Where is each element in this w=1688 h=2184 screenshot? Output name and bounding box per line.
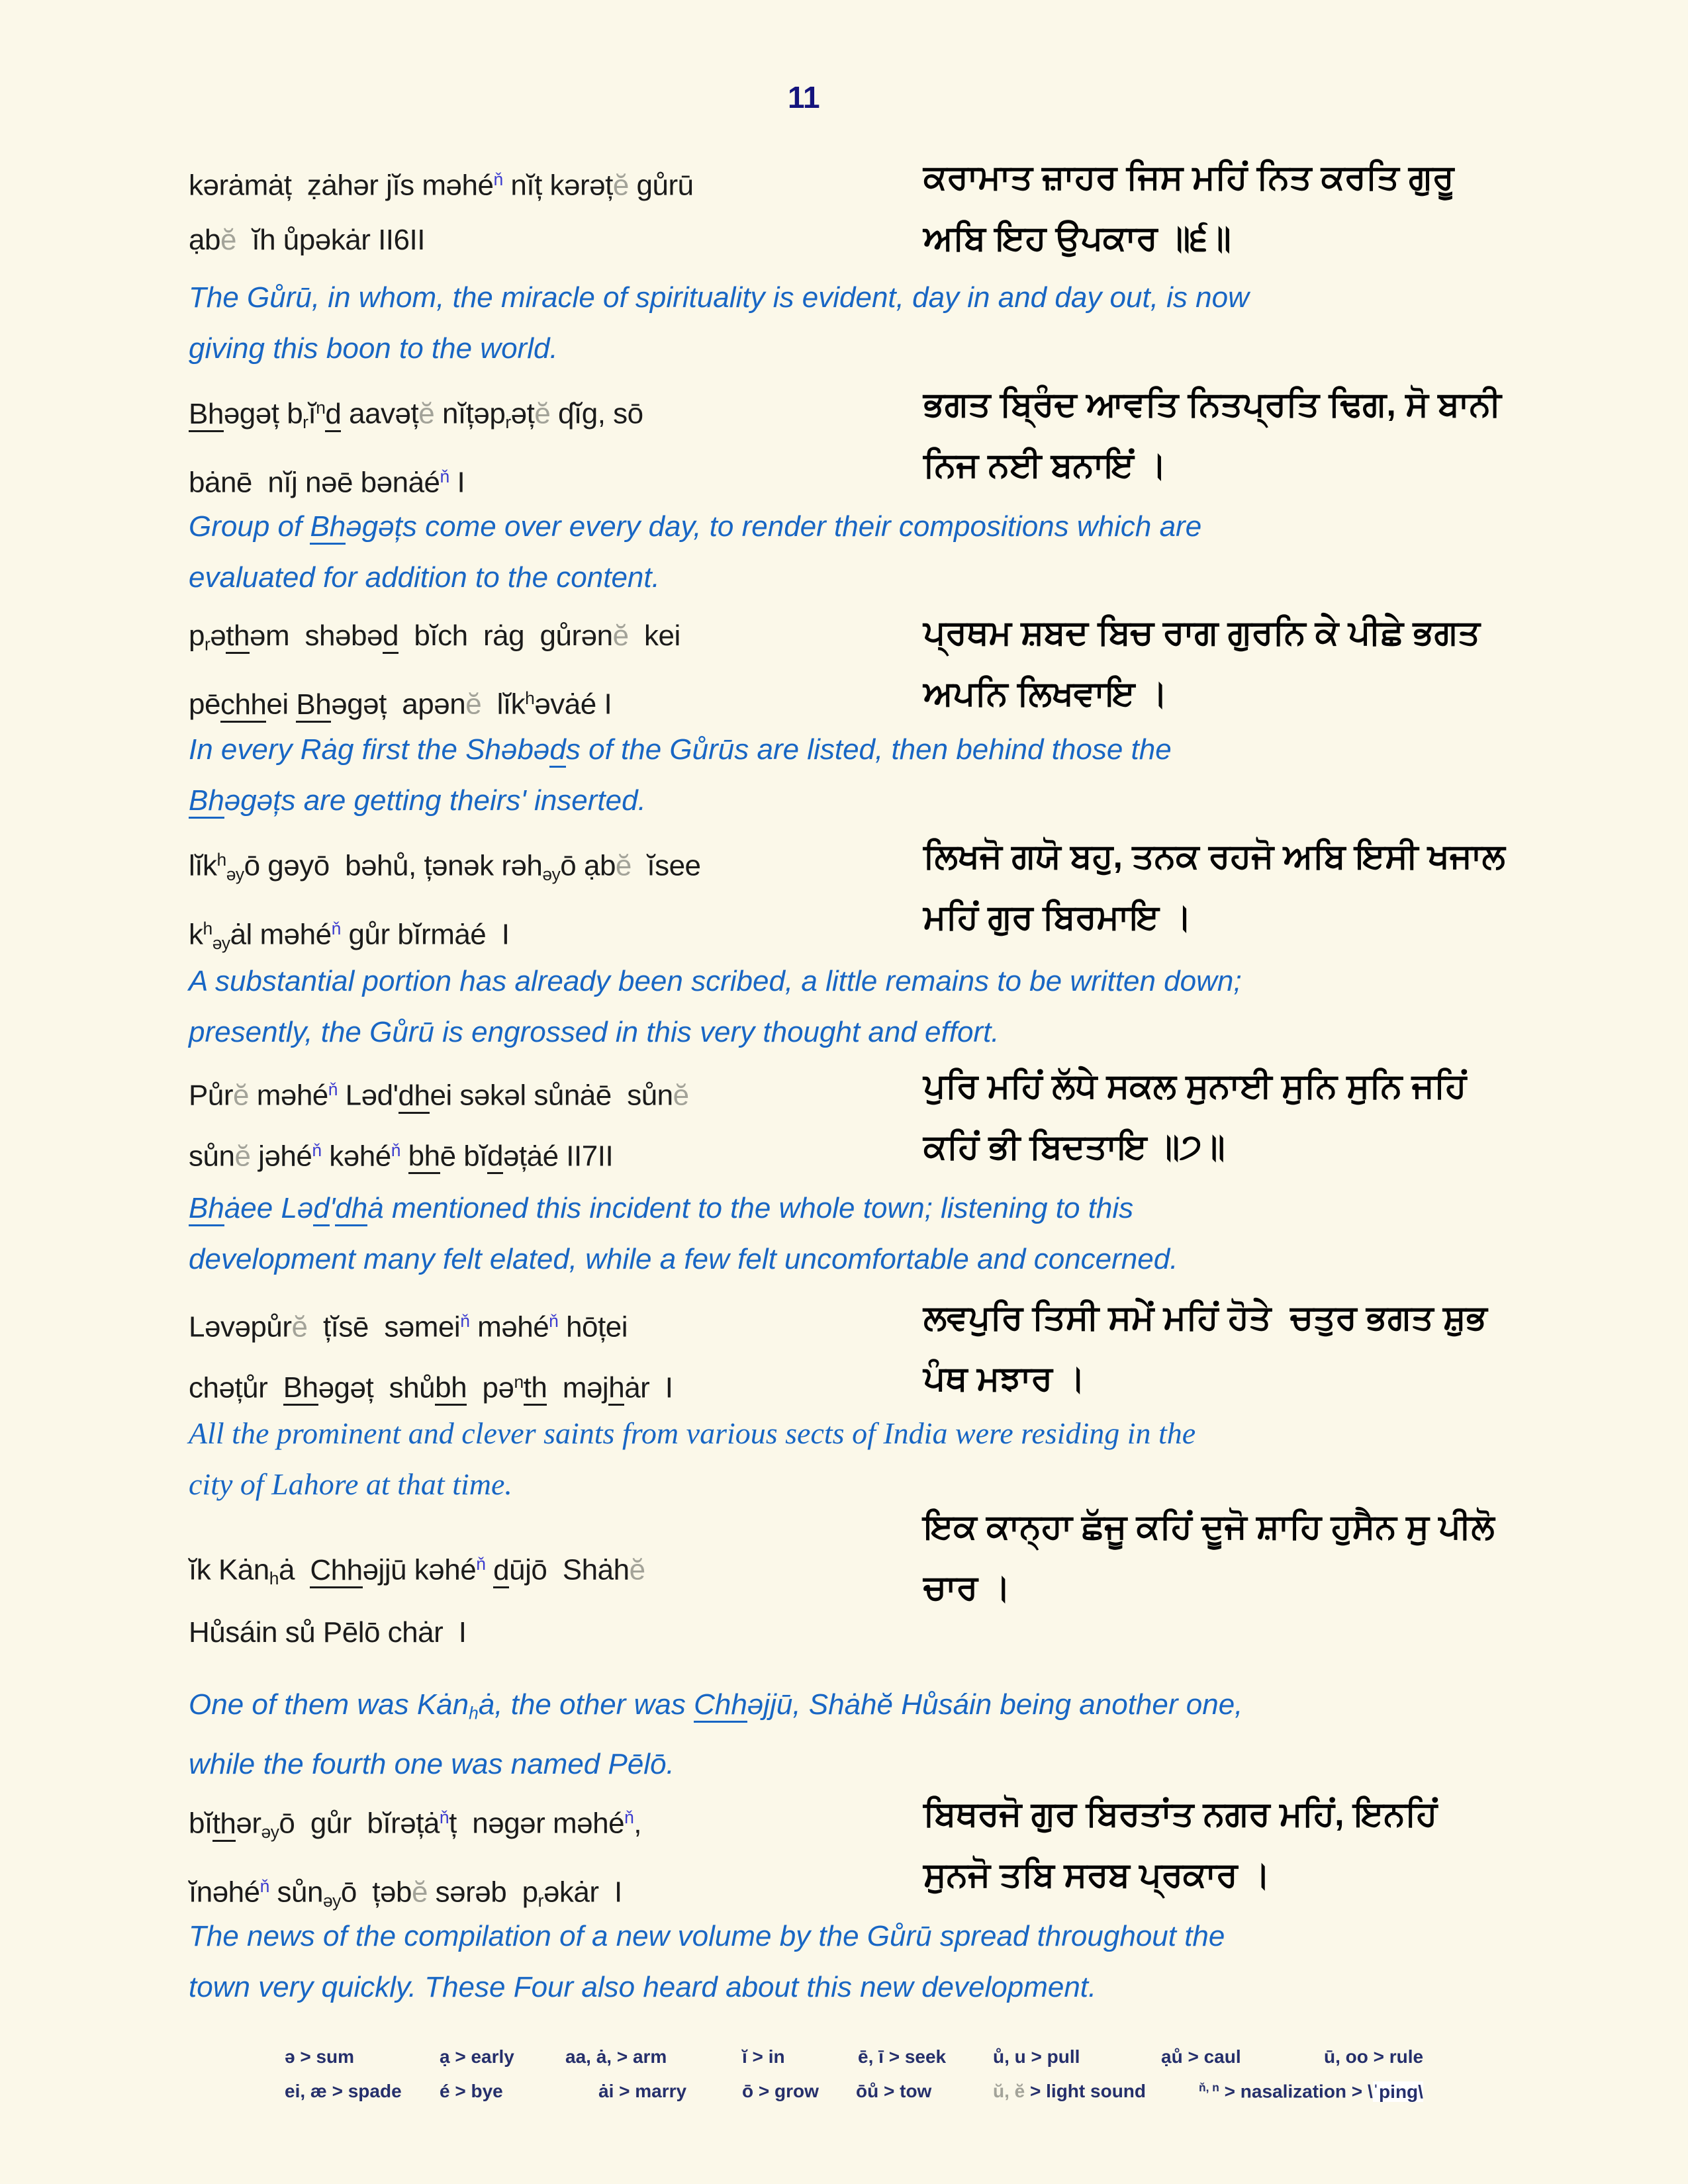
- text-segment: n: [316, 398, 326, 418]
- text-segment: ō gůr bĭrəțȧ: [279, 1807, 440, 1840]
- gurmukhi-line: ਲਵਪੁਰਿ ਤਿਸੀ ਸਮੇਂ ਮਹਿਂ ਹੋਤੇ ਚਤੁਰ ਭਗਤ ਸ਼ੁਭ: [923, 1298, 1487, 1337]
- text-segment: ō > grow: [742, 2081, 819, 2101]
- text-segment: h: [608, 1371, 624, 1406]
- transliteration-line: [189, 1355, 917, 1416]
- text-segment: əțȧé II7II: [502, 1140, 614, 1173]
- text-segment: nĭțəp: [434, 397, 506, 430]
- text-segment: ūjō Shȧh: [509, 1553, 630, 1586]
- key-item: [858, 2046, 946, 2068]
- text-segment: əjjū, Shȧhĕ Hůsáin being another one,: [747, 1688, 1243, 1721]
- text-segment: h: [216, 850, 226, 870]
- text-segment: > light sound: [1025, 2081, 1146, 2101]
- key-item: [1324, 2046, 1423, 2068]
- text-segment: əț: [510, 397, 535, 430]
- text-segment: Ləvəpůr: [189, 1310, 292, 1343]
- text-segment: ōů > tow: [856, 2081, 932, 2101]
- gurmukhi-line: ਕਰਾਮਾਤ ਜ਼ਾਹਰ ਜਿਸ ਮਹਿਂ ਨਿਤ ਕਰਤਿ ਗੁਰੂ: [923, 158, 1454, 197]
- verse-5-transliteration: [189, 1062, 917, 1183]
- text-segment: kəhé: [321, 1140, 391, 1173]
- text-segment: All the prominent and clever saints from various sects of India were residing in the: [189, 1416, 1196, 1450]
- text-segment: I: [449, 466, 465, 499]
- gurmukhi-line: ਨਿਜ ਨਈ ਬਨਾਇਂ ।: [923, 446, 1167, 484]
- text-segment: ț nəgər məhé: [449, 1807, 625, 1840]
- text-segment: sůn: [269, 1876, 323, 1909]
- text-segment: ĭnəhé: [189, 1876, 260, 1909]
- text-segment: ň: [391, 1140, 400, 1160]
- text-segment: əvȧé I: [534, 688, 612, 721]
- text-segment: dh: [335, 1192, 367, 1226]
- gurmukhi-line: ਮਹਿਂ ਗੁਰ ਬਿਰਮਾਇ ।: [923, 898, 1192, 936]
- text-segment: development many felt elated, while a few felt uncomfortable and concerned.: [189, 1243, 1178, 1275]
- transliteration-line: [189, 671, 917, 732]
- translation-line: [189, 1183, 1612, 1234]
- text-segment: giving this boon to the world.: [189, 332, 558, 365]
- text-segment: Hůsáin sů Pēlō chȧr I: [189, 1615, 467, 1649]
- transliteration-line: [189, 1790, 917, 1859]
- gurmukhi-line: ਕਹਿਂ ਭੀ ਬਿਦਤਾਇ ॥੭॥: [923, 1128, 1225, 1166]
- text-segment: n: [514, 1371, 524, 1392]
- text-segment: ĕ: [612, 619, 629, 652]
- text-segment: ē bĭ: [440, 1140, 487, 1173]
- text-segment: ň: [439, 1807, 449, 1827]
- text-segment: gůrū: [628, 169, 694, 202]
- text-segment: ȧi > marry: [598, 2081, 687, 2101]
- key-item: [742, 2081, 819, 2102]
- text-segment: p: [189, 619, 205, 652]
- text-segment: d: [325, 398, 341, 432]
- text-segment: nĭț kərəț: [502, 169, 613, 202]
- text-segment: r: [303, 412, 308, 432]
- text-segment: r: [538, 1890, 543, 1911]
- text-segment: ň: [440, 466, 449, 486]
- text-segment: evaluated for addition to the content.: [189, 561, 660, 594]
- transliteration-line: [189, 609, 917, 671]
- text-segment: bh: [435, 1371, 467, 1406]
- translation-line: [189, 1962, 1612, 2013]
- text-segment: əy: [322, 1890, 341, 1911]
- text-segment: The news of the compilation of a new volume by the Gůrū spread throughout the: [189, 1920, 1225, 1952]
- text-segment: city of Lahore at that time.: [189, 1467, 512, 1501]
- text-segment: əkȧr I: [543, 1876, 622, 1909]
- verse-7-transliteration: [189, 1537, 917, 1660]
- text-segment: pə: [467, 1371, 514, 1404]
- text-segment: Bh: [189, 784, 224, 819]
- gurmukhi-line: ਅਪਨਿ ਲਿਖਵਾਇ ।: [923, 674, 1168, 713]
- verse-2-transliteration: [189, 381, 917, 510]
- translation-line: [189, 724, 1612, 775]
- text-segment: Půr: [189, 1079, 233, 1112]
- text-segment: bĭ: [189, 1807, 212, 1840]
- text-segment: bȧnē nĭj nəē bənȧé: [189, 466, 440, 499]
- verse-1-gurmukhi: [923, 147, 1585, 269]
- verse-4-transliteration: [189, 833, 917, 970]
- verse-8-gurmukhi: [923, 1784, 1585, 1905]
- key-item: [1199, 2081, 1423, 2103]
- text-segment: é > bye: [440, 2081, 503, 2101]
- transliteration-line: [189, 1123, 917, 1184]
- text-segment: ĕ: [234, 1140, 251, 1173]
- verse-4-translation: [189, 956, 1612, 1058]
- text-segment: ĕ: [418, 397, 435, 430]
- text-segment: ˈping\: [1372, 2081, 1423, 2102]
- verse-8-translation: [189, 1911, 1612, 2013]
- text-segment: kərȧmȧț ẓȧhər jĭs məhé: [189, 169, 494, 202]
- text-segment: əjjū kəhé: [362, 1553, 477, 1586]
- gurmukhi-line: ਚਾਰ ।: [923, 1569, 1011, 1607]
- text-segment: Ləd': [337, 1079, 399, 1112]
- text-segment: ů, u > pull: [993, 2046, 1080, 2067]
- text-segment: Chh: [694, 1688, 747, 1723]
- text-segment: ạů > caul: [1161, 2046, 1241, 2067]
- translation-line: [189, 1679, 1612, 1739]
- text-segment: [485, 1554, 493, 1586]
- text-segment: ň: [460, 1311, 470, 1331]
- text-segment: In every Rȧg first the Shəbə: [189, 733, 550, 766]
- text-segment: ĕ: [629, 1553, 645, 1586]
- translation-line: [189, 1007, 1612, 1058]
- text-segment: ': [329, 1192, 336, 1224]
- text-segment: ū, oo > rule: [1324, 2046, 1424, 2067]
- text-segment: əy: [212, 933, 230, 953]
- gurmukhi-line: ਅਬਿ ਇਹ ਉਪਕਾਰ ॥੬॥: [923, 219, 1231, 257]
- text-segment: > nasalization > \: [1219, 2081, 1373, 2102]
- text-segment: ĭh ůpəkȧr II6II: [236, 223, 425, 256]
- gurmukhi-line: ਪ੍ਰਥਮ ਸ਼ਬਦ ਬਿਚ ਰਾਗ ਗੁਰਨਿ ਕੇ ਪੀਛੇ ਭਗਤ: [923, 614, 1480, 652]
- text-segment: əgəțs are getting theirs' inserted.: [224, 784, 646, 817]
- gurmukhi-line: ਪੰਥ ਮਝਾਰ ।: [923, 1359, 1086, 1398]
- transliteration-line: [189, 1062, 917, 1123]
- text-segment: d: [549, 733, 565, 768]
- transliteration-line: [189, 833, 917, 901]
- text-segment: ĕ: [232, 1079, 249, 1112]
- text-segment: dh: [399, 1079, 430, 1114]
- text-segment: ň: [476, 1554, 486, 1574]
- verse-7-gurmukhi: [923, 1496, 1585, 1618]
- text-segment: hōței: [558, 1310, 628, 1343]
- transliteration-line: [189, 1606, 917, 1660]
- verse-6-translation: [189, 1408, 1612, 1510]
- text-segment: chh: [220, 688, 266, 723]
- gurmukhi-line: ਇਕ ਕਾਨ੍ਹਾ ਛੱਜੂ ਕਹਿਂ ਦੂਜੋ ਸ਼ਾਹਿ ਹੁਸੈਨ ਸੁ ਪੀਲੋ: [923, 1508, 1495, 1546]
- text-segment: ạb: [189, 223, 220, 256]
- verse-6-gurmukhi: [923, 1287, 1585, 1409]
- text-segment: ȧr I: [624, 1371, 673, 1404]
- text-segment: k: [189, 918, 203, 951]
- text-segment: ər: [236, 1807, 261, 1840]
- text-segment: ȧ: [278, 1553, 310, 1586]
- key-item: [285, 2046, 354, 2068]
- translation-line: [189, 1739, 1612, 1790]
- text-segment: Bh: [283, 1371, 318, 1406]
- text-segment: sůn: [189, 1140, 235, 1173]
- text-segment: th: [524, 1371, 547, 1406]
- transliteration-line: [189, 381, 917, 449]
- text-segment: ə: [210, 619, 226, 652]
- text-segment: əgəț b: [223, 397, 303, 430]
- verse-3-translation: [189, 724, 1612, 826]
- key-item: [440, 2081, 503, 2102]
- text-segment: məj: [547, 1371, 609, 1404]
- text-segment: ĕ: [465, 688, 482, 721]
- translation-line: [189, 501, 1612, 552]
- text-segment: ň: [259, 1876, 269, 1896]
- text-segment: əy: [226, 864, 244, 884]
- text-segment: Group of: [189, 510, 310, 543]
- verse-3-transliteration: [189, 609, 917, 732]
- text-segment: Bh: [310, 510, 346, 545]
- text-segment: ĕ: [612, 169, 629, 202]
- text-segment: d: [313, 1192, 329, 1226]
- text-segment: ə > sum: [285, 2046, 355, 2067]
- text-segment: bh: [408, 1140, 440, 1174]
- text-segment: ĕ: [411, 1876, 428, 1909]
- key-item: [598, 2081, 686, 2102]
- key-item: [1161, 2046, 1241, 2068]
- text-segment: əgəțs come over every day, to render their compositions which are: [346, 510, 1202, 543]
- text-segment: d: [383, 619, 399, 654]
- text-segment: ĕ: [534, 397, 551, 430]
- text-segment: ň: [331, 918, 341, 938]
- gurmukhi-line: ਬਿਥਰਜੋ ਗੁਰ ਬਿਰਤਾਂਤ ਨਗਰ ਮਹਿਂ, ਇਨਹਿਂ: [923, 1795, 1438, 1833]
- text-segment: lĭk: [481, 688, 526, 721]
- text-segment: ŭ, ĕ: [993, 2081, 1025, 2101]
- text-segment: ʠĭg, sō: [550, 397, 643, 430]
- text-segment: əgəț apən: [331, 688, 466, 721]
- text-segment: əm shəbə: [249, 619, 383, 652]
- text-segment: chəțůr: [189, 1371, 283, 1404]
- transliteration-line: [189, 1537, 917, 1606]
- text-segment: kei: [628, 619, 680, 652]
- gurmukhi-line: ਭਗਤ ਬ੍ਰਿੰਦ ਆਵਤਿ ਨਿਤਪ੍ਰਤਿ ਢਿਗ, ਸੋ ਬਾਨੀ: [923, 385, 1501, 424]
- text-segment: ȧee Lə: [224, 1192, 314, 1224]
- text-segment: ň: [328, 1079, 338, 1099]
- text-segment: [400, 1140, 408, 1172]
- text-segment: Bh: [296, 688, 331, 723]
- gurmukhi-line: ਸੁਨਜੋ ਤਬਿ ਸਰਬ ਪ੍ਰਕਾਰ ।: [923, 1856, 1271, 1894]
- text-segment: ȧl məhé: [230, 918, 332, 951]
- text-segment: ĕ: [615, 849, 632, 882]
- translation-line: [189, 323, 1612, 374]
- text-segment: ĕ: [291, 1310, 308, 1343]
- text-segment: ,: [633, 1807, 641, 1840]
- verse-3-gurmukhi: [923, 602, 1585, 724]
- text-segment: h: [525, 688, 535, 709]
- text-segment: məhé: [469, 1310, 549, 1343]
- page-number: 11: [788, 80, 820, 114]
- text-segment: h: [203, 918, 212, 938]
- text-segment: while the fourth one was named Pēlō.: [189, 1748, 675, 1781]
- text-segment: əy: [542, 864, 561, 884]
- verse-2-gurmukhi: [923, 374, 1585, 496]
- key-item: [856, 2081, 931, 2102]
- text-segment: əgəț shů: [318, 1371, 436, 1404]
- translation-line: [189, 1234, 1612, 1285]
- text-segment: ň: [493, 169, 503, 189]
- text-segment: Bh: [189, 398, 224, 432]
- verse-1-transliteration: [189, 152, 917, 267]
- text-segment: aa, ȧ, > arm: [565, 2046, 667, 2067]
- text-segment: lĭk: [189, 849, 217, 882]
- text-segment: ĕ: [673, 1079, 689, 1112]
- text-segment: ei, æ > spade: [285, 2081, 402, 2101]
- text-segment: ĕ: [220, 223, 236, 256]
- text-segment: th: [226, 619, 250, 654]
- transliteration-line: [189, 213, 917, 267]
- text-segment: town very quickly. These Four also heard about this new development.: [189, 1971, 1097, 2003]
- text-segment: d: [487, 1140, 503, 1174]
- text-segment: d: [493, 1554, 509, 1588]
- text-segment: ȧ mentioned this incident to the whole town; listening to this: [367, 1192, 1134, 1224]
- text-segment: sərəb p: [427, 1876, 538, 1909]
- text-segment: pē: [189, 688, 220, 721]
- transliteration-line: [189, 152, 917, 213]
- text-segment: r: [505, 412, 511, 432]
- verse-5-translation: [189, 1183, 1612, 1285]
- verse-1-translation: [189, 272, 1612, 374]
- key-item: [993, 2081, 1146, 2102]
- text-segment: əy: [261, 1821, 279, 1842]
- text-segment: gůr bĭrmȧé I: [340, 918, 510, 951]
- key-item: [742, 2046, 785, 2068]
- translation-line: [189, 956, 1612, 1007]
- verse-8-transliteration: [189, 1790, 917, 1928]
- verse-6-transliteration: [189, 1294, 917, 1415]
- key-item: [440, 2046, 514, 2068]
- text-segment: ō țəb: [340, 1876, 412, 1909]
- translation-line: [189, 272, 1612, 323]
- text-segment: The Gůrū, in whom, the miracle of spirituality is evident, day in and day out, is now: [189, 281, 1249, 314]
- gurmukhi-line: ਪੁਰਿ ਮਹਿਂ ਲੱਧੇ ਸਕਲ ਸੁਨਾਈ ਸੁਨਿ ਸੁਨਿ ਜਹਿਂ: [923, 1067, 1467, 1105]
- text-segment: ň, n: [1199, 2081, 1219, 2094]
- text-segment: ĭk Kȧn: [189, 1553, 269, 1586]
- translation-line: [189, 1408, 1612, 1459]
- text-segment: ň: [312, 1140, 322, 1160]
- key-item: [565, 2046, 667, 2068]
- text-segment: r: [204, 634, 211, 655]
- text-segment: ei səkəl sůnȧē sůn: [430, 1079, 673, 1112]
- text-segment: One of them was Kȧn: [189, 1688, 469, 1721]
- key-item: [285, 2081, 402, 2102]
- text-segment: țĭsē səmei: [307, 1310, 461, 1343]
- text-segment: th: [212, 1807, 236, 1842]
- text-segment: ō gəyō bəhů, țənək rəh: [244, 849, 543, 882]
- text-segment: aavəț: [341, 397, 419, 430]
- verse-4-gurmukhi: [923, 826, 1585, 948]
- text-segment: ō ạb: [560, 849, 616, 882]
- text-segment: ȧ, the other was: [478, 1688, 694, 1721]
- text-segment: Bh: [189, 1192, 224, 1226]
- text-segment: ĭ > in: [742, 2046, 785, 2067]
- verse-7-translation: [189, 1679, 1612, 1790]
- text-segment: ạ > early: [440, 2046, 514, 2067]
- translation-line: [189, 775, 1612, 826]
- gurmukhi-line: ਲਿਖਜੋ ਗਯੋ ਬਹੁ, ਤਨਕ ਰਹਜੋ ਅਬਿ ਇਸੀ ਖਜਾਲ: [923, 837, 1505, 876]
- text-segment: presently, the Gůrū is engrossed in this very thought and effort.: [189, 1016, 1000, 1048]
- text-segment: ĭ: [308, 397, 316, 430]
- text-segment: h: [469, 1703, 479, 1723]
- text-segment: ň: [549, 1311, 559, 1331]
- text-segment: ĭsee: [631, 849, 701, 882]
- text-segment: bĭch rȧg gůrən: [398, 619, 613, 652]
- verse-5-gurmukhi: [923, 1056, 1585, 1177]
- text-segment: ē, ī > seek: [858, 2046, 947, 2067]
- text-segment: ň: [624, 1807, 634, 1827]
- text-segment: Chh: [310, 1554, 362, 1588]
- text-segment: A substantial portion has already been scribed, a little remains to be written down;: [189, 965, 1242, 997]
- key-item: [993, 2046, 1080, 2068]
- text-segment: ei: [266, 688, 297, 721]
- verse-2-translation: [189, 501, 1612, 603]
- text-segment: məhé: [248, 1079, 328, 1112]
- translation-line: [189, 1911, 1612, 1962]
- text-segment: h: [269, 1568, 279, 1588]
- transliteration-line: [189, 1294, 917, 1355]
- translation-line: [189, 552, 1612, 603]
- text-segment: s of the Gůrūs are listed, then behind those the: [565, 733, 1172, 766]
- text-segment: jəhé: [250, 1140, 312, 1173]
